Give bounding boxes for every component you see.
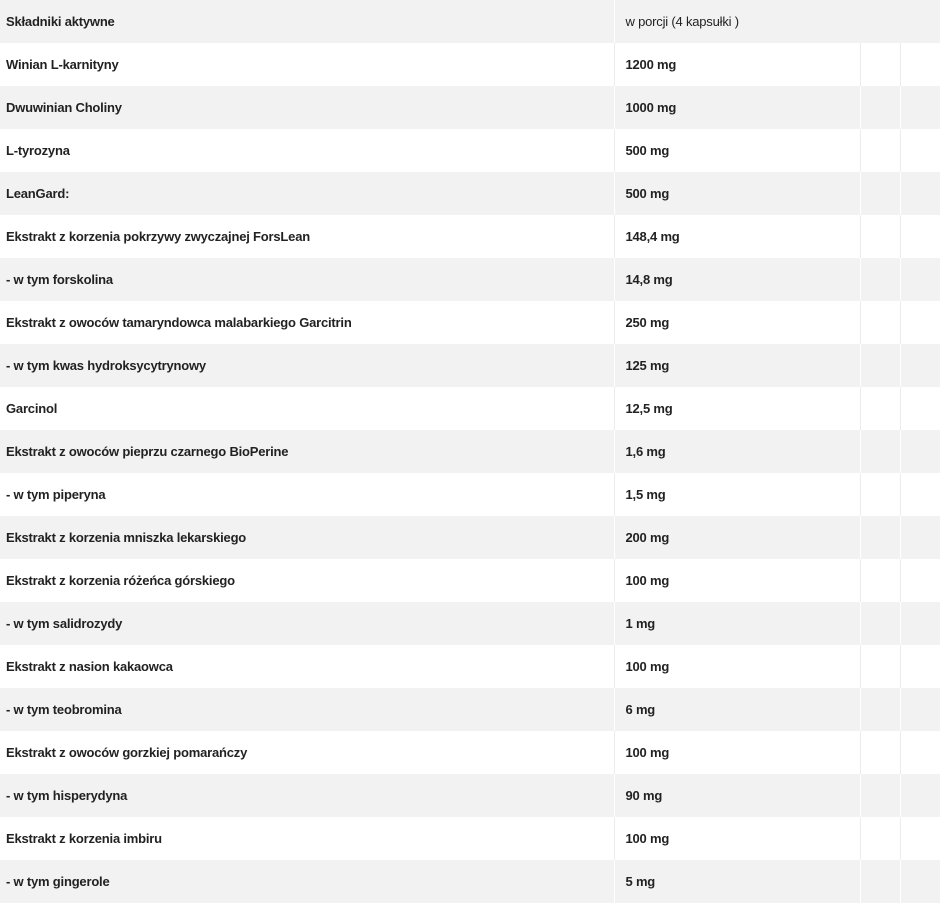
empty-cell [900, 731, 940, 774]
table-row [0, 430, 940, 473]
table-row [0, 688, 940, 731]
empty-cell [860, 344, 900, 387]
table-row [0, 258, 940, 301]
empty-cell [900, 559, 940, 602]
ingredient-amount: 250 mg [614, 301, 860, 344]
empty-cell [860, 817, 900, 860]
table-row [0, 774, 940, 817]
table-row [0, 817, 940, 860]
empty-cell [900, 215, 940, 258]
empty-cell [900, 817, 940, 860]
ingredient-amount: 12,5 mg [614, 387, 860, 430]
empty-cell [860, 645, 900, 688]
ingredient-amount: 6 mg [614, 688, 860, 731]
ingredient-amount: 1,5 mg [614, 473, 860, 516]
ingredient-name: - w tym teobromina [6, 702, 122, 717]
ingredient-amount: 100 mg [614, 817, 860, 860]
ingredient-name: - w tym gingerole [6, 874, 110, 889]
table-row [0, 86, 940, 129]
empty-cell [860, 258, 900, 301]
header-ingredient-name: Składniki aktywne [6, 14, 115, 29]
table-row [0, 129, 940, 172]
empty-cell [900, 301, 940, 344]
empty-cell [860, 559, 900, 602]
empty-cell [900, 516, 940, 559]
ingredient-name: Ekstrakt z nasion kakaowca [6, 659, 173, 674]
empty-cell [860, 860, 900, 903]
ingredient-name: Winian L-karnityny [6, 57, 119, 72]
ingredient-name: Garcinol [6, 401, 58, 416]
empty-cell [860, 602, 900, 645]
ingredient-name: Ekstrakt z korzenia mniszka lekarskiego [6, 530, 247, 545]
table-header-row [0, 0, 940, 43]
empty-cell [900, 172, 940, 215]
empty-cell [860, 43, 900, 86]
empty-cell [860, 731, 900, 774]
empty-cell [900, 387, 940, 430]
ingredient-name: Ekstrakt z korzenia pokrzywy zwyczajnej ForsLean [6, 229, 310, 244]
ingredient-name: Ekstrakt z owoców tamaryndowca malabarkiego Garcitrin [6, 315, 352, 330]
empty-cell [860, 516, 900, 559]
empty-cell [860, 688, 900, 731]
ingredient-amount: 5 mg [614, 860, 860, 903]
ingredient-name: Ekstrakt z owoców pieprzu czarnego BioPerine [6, 444, 289, 459]
table-row [0, 43, 940, 86]
empty-cell [900, 774, 940, 817]
table-row [0, 215, 940, 258]
empty-cell [900, 344, 940, 387]
ingredient-amount: 100 mg [614, 559, 860, 602]
empty-cell [900, 602, 940, 645]
ingredient-amount: 90 mg [614, 774, 860, 817]
empty-cell [900, 645, 940, 688]
empty-cell [900, 688, 940, 731]
table-row [0, 516, 940, 559]
ingredient-amount: 500 mg [614, 129, 860, 172]
ingredient-name: - w tym forskolina [6, 272, 113, 287]
ingredient-name: L-tyrozyna [6, 143, 70, 158]
ingredient-amount: 500 mg [614, 172, 860, 215]
table-row [0, 301, 940, 344]
ingredient-name: Dwuwinian Choliny [6, 100, 122, 115]
empty-cell [900, 860, 940, 903]
table-row [0, 860, 940, 903]
empty-cell [900, 86, 940, 129]
ingredient-amount: 100 mg [614, 645, 860, 688]
empty-cell [860, 473, 900, 516]
empty-cell [860, 387, 900, 430]
ingredient-amount: 14,8 mg [614, 258, 860, 301]
empty-cell [900, 43, 940, 86]
empty-cell [900, 258, 940, 301]
table-row [0, 559, 940, 602]
ingredient-name: - w tym hisperydyna [6, 788, 128, 803]
empty-cell [860, 129, 900, 172]
table-row [0, 344, 940, 387]
empty-cell [860, 430, 900, 473]
table-row [0, 387, 940, 430]
table-row [0, 731, 940, 774]
ingredient-name: - w tym piperyna [6, 487, 106, 502]
empty-cell [900, 129, 940, 172]
ingredient-amount: 100 mg [614, 731, 860, 774]
table-row [0, 172, 940, 215]
ingredient-name: - w tym kwas hydroksycytrynowy [6, 358, 206, 373]
empty-cell [860, 86, 900, 129]
empty-cell [860, 172, 900, 215]
ingredient-amount: 1 mg [614, 602, 860, 645]
ingredient-name: Ekstrakt z korzenia imbiru [6, 831, 162, 846]
empty-cell [860, 215, 900, 258]
ingredient-amount: 1000 mg [614, 86, 860, 129]
ingredient-name: Ekstrakt z owoców gorzkiej pomarańczy [6, 745, 248, 760]
table-row [0, 602, 940, 645]
ingredient-amount: 1,6 mg [614, 430, 860, 473]
ingredient-amount: 148,4 mg [614, 215, 860, 258]
table-row [0, 473, 940, 516]
ingredient-amount: 200 mg [614, 516, 860, 559]
ingredient-name: Ekstrakt z korzenia różeńca górskiego [6, 573, 235, 588]
ingredient-amount: 125 mg [614, 344, 860, 387]
ingredient-amount: 1200 mg [614, 43, 860, 86]
ingredient-name: LeanGard: [6, 186, 70, 201]
empty-cell [860, 774, 900, 817]
empty-cell [860, 301, 900, 344]
empty-cell [900, 430, 940, 473]
ingredient-name: - w tym salidrozydy [6, 616, 123, 631]
table-row [0, 645, 940, 688]
header-serving-amount: w porcji (4 kapsułki ) [614, 0, 940, 43]
empty-cell [900, 473, 940, 516]
